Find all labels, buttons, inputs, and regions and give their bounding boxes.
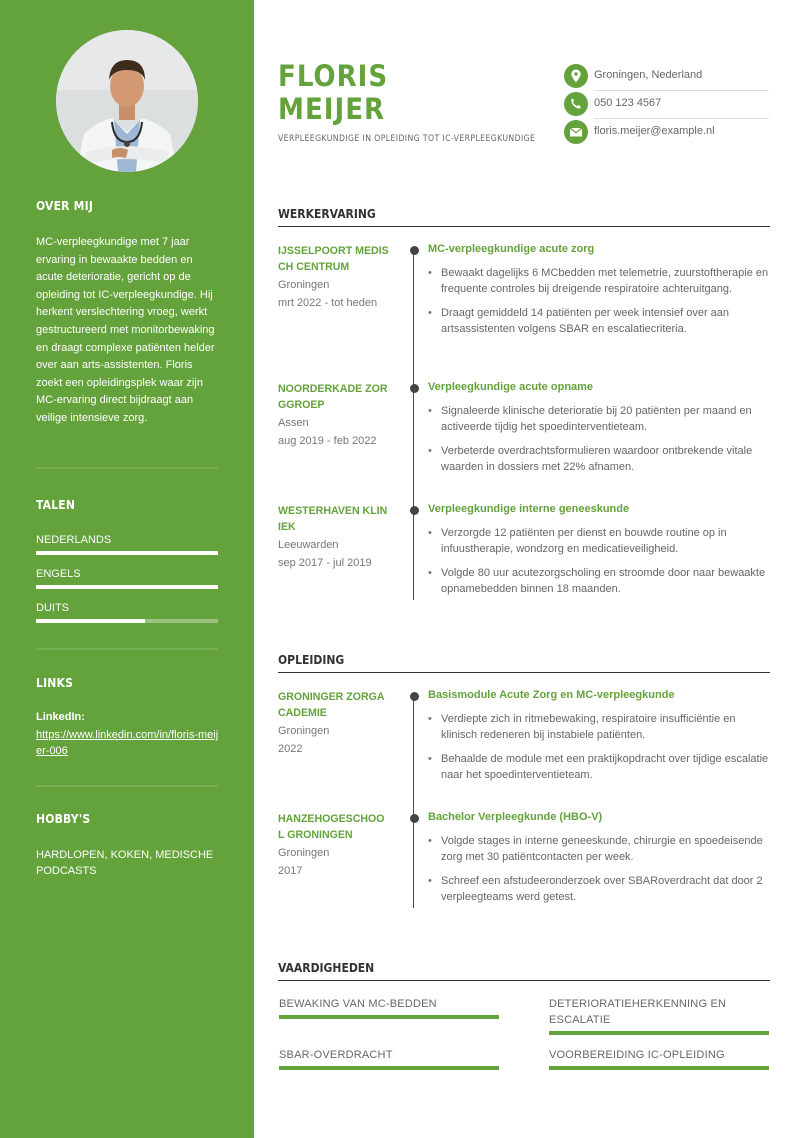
contact-email-text: floris.meijer@example.nl bbox=[594, 125, 715, 137]
language-name: ENGELS bbox=[36, 568, 81, 580]
timeline-dot bbox=[410, 814, 419, 823]
employment-dates: mrt 2022 - tot heden bbox=[278, 297, 378, 309]
skill-name: BEWAKING VAN MC-BEDDEN bbox=[279, 998, 437, 1010]
bullet-item: • Signaleerde klinische deterioratie bij 20 patiënten per maand en activeerde tijdig het spoedinterventieteam. bbox=[428, 403, 770, 435]
bullet-item: • Verbeterde overdrachtsformulieren waardoor ontbrekende vitale waarden in dossiers met 22% afnamen. bbox=[428, 443, 770, 475]
skill-item bbox=[549, 996, 769, 1028]
job-bullets bbox=[428, 403, 770, 483]
job-bullets bbox=[428, 265, 770, 345]
sidebar bbox=[0, 0, 254, 1138]
education-heading: OPLEIDING bbox=[278, 653, 345, 667]
employer-city: Leeuwarden bbox=[278, 539, 339, 551]
bullet-item: • Verdiepte zich in ritmebewaking, respiratoire insufficiëntie en klinisch redeneren bij instabiele patiënten. bbox=[428, 711, 770, 743]
language-level-fill bbox=[36, 619, 145, 623]
language-name: DUITS bbox=[36, 602, 69, 614]
full-name bbox=[278, 60, 388, 126]
education-title: Bachelor Verpleegkunde (HBO-V) bbox=[428, 811, 603, 823]
sidebar-divider bbox=[36, 648, 218, 650]
linkedin-link[interactable]: https://www.linkedin.com/in/floris-meijer-006 bbox=[36, 729, 219, 757]
skill-bar bbox=[549, 1031, 769, 1035]
sidebar-divider bbox=[36, 785, 218, 787]
language-name: NEDERLANDS bbox=[36, 534, 112, 546]
timeline-dot bbox=[410, 384, 419, 393]
timeline-dot bbox=[410, 246, 419, 255]
job-role: Verpleegkundige interne geneeskunde bbox=[428, 503, 630, 515]
linkedin-label: LinkedIn: bbox=[36, 711, 85, 723]
first-name: FLORIS bbox=[278, 59, 389, 93]
last-name: MEIJER bbox=[278, 92, 386, 126]
school-name: HANZEHOGESCHOOL GRONINGEN bbox=[278, 813, 385, 841]
about-heading: OVER MIJ bbox=[36, 199, 94, 213]
job-role: Verpleegkundige acute opname bbox=[428, 381, 594, 393]
education-dates: 2017 bbox=[278, 865, 303, 877]
skills-heading: VAARDIGHEDEN bbox=[278, 961, 375, 975]
sidebar-divider bbox=[36, 467, 218, 469]
employer-name: IJSSELPOORT MEDISCH CENTRUM bbox=[278, 245, 389, 273]
contact-location-text: Groningen, Nederland bbox=[594, 69, 703, 81]
school-city: Groningen bbox=[278, 847, 330, 859]
language-level-bar bbox=[36, 551, 218, 555]
timeline-dot bbox=[410, 692, 419, 701]
contact-email bbox=[564, 119, 769, 147]
skill-bar bbox=[279, 1015, 499, 1019]
bullet-item: • Volgde stages in interne geneeskunde, chirurgie en spoedeisende zorg met 30 patiëntcontacten per week. bbox=[428, 833, 770, 865]
employer-name: NOORDERKADE ZORGGROEP bbox=[278, 383, 388, 411]
contact-location bbox=[564, 63, 769, 91]
bullet-item: • Verzorgde 12 patiënten per dienst en bouwde routine op in infuustherapie, wondzorg en medicatieveiligheid. bbox=[428, 525, 770, 557]
employer-name: WESTERHAVEN KLINIEK bbox=[278, 505, 388, 533]
bullet-item: • Bewaakt dagelijks 6 MCbedden met telemetrie, zuurstoftherapie en frequente controles bij dreigende respiratoire achteruitgang. bbox=[428, 265, 770, 297]
hobbies-heading: HOBBY'S bbox=[36, 812, 91, 826]
timeline-dot bbox=[410, 506, 419, 515]
profile-photo bbox=[56, 30, 198, 172]
language-level-bar bbox=[36, 619, 218, 623]
language-level-bar bbox=[36, 585, 218, 589]
skill-bar bbox=[549, 1066, 769, 1070]
phone-icon bbox=[564, 92, 588, 116]
section-rule bbox=[278, 980, 770, 981]
bullet-item: • Behaalde de module met een praktijkopdracht over tijdige escalatie naar het spoedinterventieteam. bbox=[428, 751, 770, 783]
contact-phone-text: 050 123 4567 bbox=[594, 97, 662, 109]
skill-item bbox=[549, 1047, 769, 1063]
skill-item bbox=[279, 996, 499, 1012]
education-timeline bbox=[413, 696, 414, 908]
employment-dates: aug 2019 - feb 2022 bbox=[278, 435, 377, 447]
school-name: GRONINGER ZORGACADEMIE bbox=[278, 691, 385, 719]
experience-timeline bbox=[413, 250, 414, 600]
email-icon bbox=[564, 120, 588, 144]
education-dates: 2022 bbox=[278, 743, 303, 755]
school-city: Groningen bbox=[278, 725, 330, 737]
skill-name: SBAR-OVERDRACHT bbox=[279, 1049, 393, 1061]
employment-dates: sep 2017 - jul 2019 bbox=[278, 557, 372, 569]
hobbies-text: HARDLOPEN, KOKEN, MEDISCHE PODCASTS bbox=[36, 849, 214, 877]
language-level-fill bbox=[36, 551, 218, 555]
education-bullets bbox=[428, 833, 770, 913]
section-rule bbox=[278, 672, 770, 673]
bullet-item: • Draagt gemiddeld 14 patiënten per week intensief over aan artsassistenten volgens SBAR en escalatiecriteria. bbox=[428, 305, 770, 337]
job-subtitle: VERPLEEGKUNDIGE IN OPLEIDING TOT IC-VERPLEEGKUNDIGE bbox=[278, 134, 536, 144]
skill-item bbox=[279, 1047, 499, 1063]
education-title: Basismodule Acute Zorg en MC-verpleegkunde bbox=[428, 689, 675, 701]
employer-city: Assen bbox=[278, 417, 309, 429]
job-role: MC-verpleegkundige acute zorg bbox=[428, 243, 595, 255]
education-bullets bbox=[428, 711, 770, 791]
bullet-item: • Schreef een afstudeeronderzoek over SBARoverdracht dat door 2 verpleegteams werd getest. bbox=[428, 873, 770, 905]
bullet-item: • Volgde 80 uur acutezorgscholing en stroomde door naar bewaakte opnamebedden binnen 18 maanden. bbox=[428, 565, 770, 597]
profile-photo-illustration bbox=[56, 30, 198, 172]
employer-city: Groningen bbox=[278, 279, 330, 291]
languages-heading: TALEN bbox=[36, 498, 76, 512]
experience-heading: WERKERVARING bbox=[278, 207, 376, 221]
about-text: MC-verpleegkundige met 7 jaar ervaring in bewaakte bedden en acute deterioratie, gericht op de opleiding tot IC-verpleegkundige. Hij herkent verslechtering vroeg, werkt gestructureerd met monitorbewaking en draagt complexe patiënten helder over aan arts-assistenten. Floris zoekt een opleidingsplek waar zijn MC-ervaring direct bijdraagt aan veilige intensieve zorg. bbox=[36, 236, 215, 424]
links-heading: LINKS bbox=[36, 676, 74, 690]
skill-bar bbox=[279, 1066, 499, 1070]
job-bullets bbox=[428, 525, 770, 605]
contact-phone bbox=[564, 91, 769, 119]
skill-name: VOORBEREIDING IC-OPLEIDING bbox=[549, 1049, 725, 1061]
language-level-fill bbox=[36, 585, 218, 589]
section-rule bbox=[278, 226, 770, 227]
location-icon bbox=[564, 64, 588, 88]
skill-name: DETERIORATIEHERKENNING EN ESCALATIE bbox=[549, 998, 727, 1026]
